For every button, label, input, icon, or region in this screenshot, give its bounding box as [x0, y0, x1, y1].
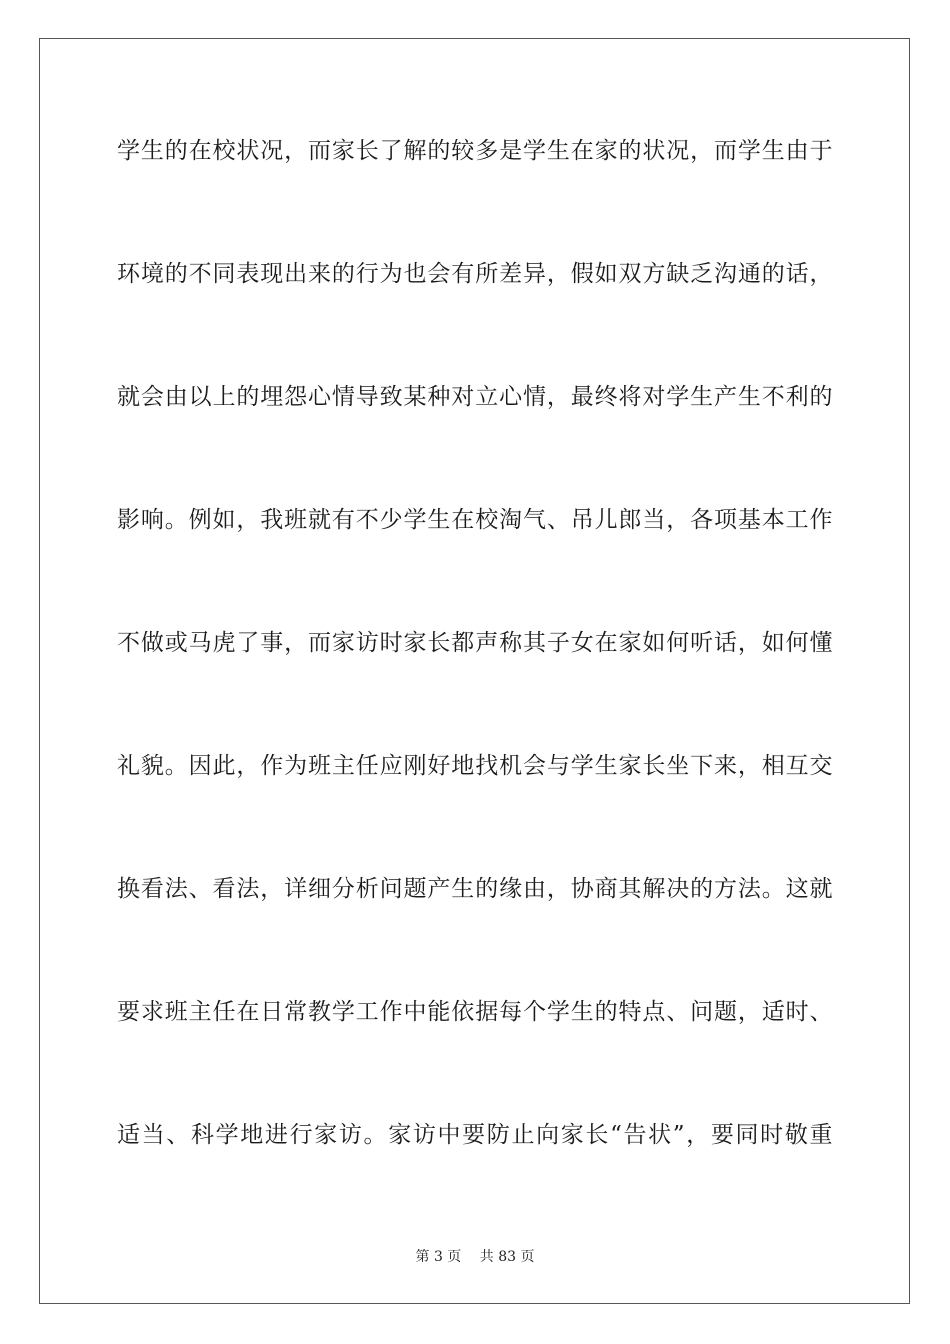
- body-line: 环境的不同表现出来的行为也会有所差异，假如双方缺乏沟通的话，: [117, 261, 833, 287]
- page-footer: [0, 1246, 950, 1266]
- page-number: 第 3 页: [415, 1249, 462, 1265]
- body-line: 礼貌。因此，作为班主任应刚好地找机会与学生家长坐下来，相互交: [117, 753, 833, 779]
- body-line: 就会由以上的埋怨心情导致某种对立心情，最终将对学生产生不利的: [117, 384, 833, 410]
- body-line: 影响。例如，我班就有不少学生在校淘气、吊儿郎当，各项基本工作: [117, 507, 833, 533]
- body-line: 要求班主任在日常教学工作中能依据每个学生的特点、问题，适时、: [117, 999, 833, 1025]
- body-line: 适当、科学地进行家访。家访中要防止向家长“告状”，要同时敬重: [117, 1122, 833, 1148]
- body-line: 换看法、看法，详细分析问题产生的缘由，协商其解决的方法。这就: [117, 876, 833, 902]
- body-line: 不做或马虎了事，而家访时家长都声称其子女在家如何听话，如何懂: [117, 630, 833, 656]
- body-line: 学生的在校状况，而家长了解的较多是学生在家的状况，而学生由于: [117, 138, 833, 164]
- page-total: 共 83 页: [479, 1249, 535, 1265]
